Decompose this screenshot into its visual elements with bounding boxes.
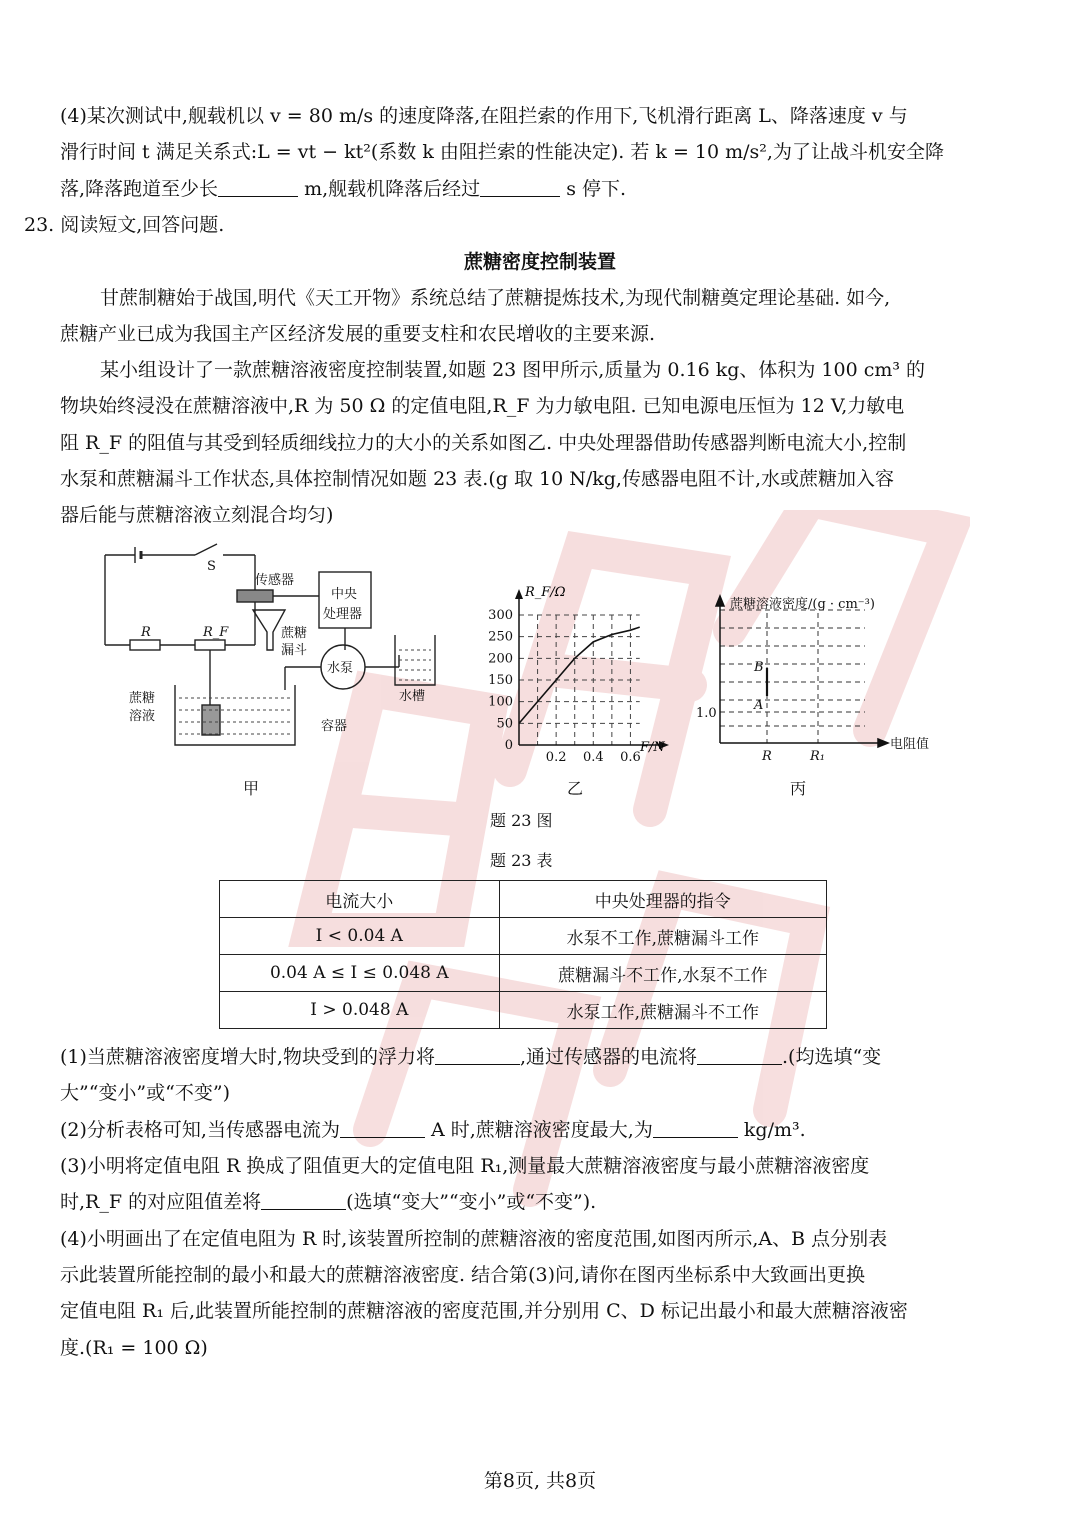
table-header-command: 中央处理器的指令 bbox=[499, 881, 826, 918]
circuit-diagram bbox=[95, 540, 475, 755]
graph-x-tick-R: R bbox=[762, 749, 772, 764]
article-title: 蔗糖密度控制装置 bbox=[463, 251, 616, 273]
label-sensor: 传感器 bbox=[255, 573, 295, 588]
label-container: 容器 bbox=[321, 719, 348, 734]
answer-blank-buoyancy[interactable] bbox=[435, 1048, 520, 1065]
graph-point-A: A bbox=[754, 698, 764, 713]
chart-y-tick-label: 0 bbox=[504, 738, 513, 753]
resistor-RF bbox=[195, 640, 225, 650]
q22-4-line1: (4)某次测试中,舰载机以 v = 80 m/s 的速度降落,在阻拦索的作用下,飞机滑行距离 L、降落速度 v 与 bbox=[60, 105, 908, 127]
caption-bing: 丙 bbox=[790, 779, 807, 798]
table-cell: I < 0.04 A bbox=[220, 918, 500, 955]
table-header-row bbox=[220, 881, 827, 918]
caption-yi: 乙 bbox=[567, 779, 584, 798]
table-cell: I > 0.048 A bbox=[220, 992, 500, 1029]
answer-blank-runway[interactable] bbox=[218, 180, 298, 197]
caption-jia: 甲 bbox=[243, 779, 260, 798]
question-4-line1: (4)小明画出了在定值电阻为 R 时,该装置所控制的蔗糖溶液的密度范围,如图丙所示,A、B 点分别表 bbox=[60, 1228, 888, 1250]
q2-text-c: kg/m³. bbox=[737, 1119, 806, 1141]
graph-y-label: 蔗糖溶液密度/(g · cm⁻³) bbox=[730, 597, 875, 612]
para2-line4: 水泵和蔗糖漏斗工作状态,具体控制情况如题 23 表.(g 取 10 N/kg,传感器电阻不计,水或蔗糖加入容 bbox=[60, 468, 894, 490]
label-solution-1: 蔗糖 bbox=[129, 691, 156, 706]
chart-ticks bbox=[488, 608, 641, 765]
graph-x-label: 电阻值 bbox=[890, 737, 930, 752]
q23-heading: 23. 阅读短文,回答问题. bbox=[24, 214, 225, 236]
label-switch: S bbox=[207, 559, 216, 574]
question-3-line2 bbox=[60, 1193, 596, 1212]
q22-4-line3 bbox=[60, 180, 626, 199]
q22-4-line2: 滑行时间 t 满足关系式:L = vt − kt²(系数 k 由阻拦索的性能决定). 若 k = 10 m/s²,为了让战斗机安全降 bbox=[60, 141, 944, 163]
control-table bbox=[219, 880, 827, 1029]
q22-4-text-b: m,舰载机降落后经过 bbox=[298, 178, 481, 200]
q1-text-b: ,通过传感器的电流将 bbox=[519, 1046, 698, 1068]
label-funnel-2: 漏斗 bbox=[281, 643, 308, 658]
question-2 bbox=[60, 1121, 806, 1140]
answer-blank-time[interactable] bbox=[480, 180, 560, 197]
q1-text-a: (1)当蔗糖溶液密度增大时,物块受到的浮力将 bbox=[60, 1046, 435, 1068]
table-cell: 0.04 A ≤ I ≤ 0.048 A bbox=[220, 955, 500, 992]
label-pump: 水泵 bbox=[327, 661, 354, 676]
question-4-line4: 度.(R₁ = 100 Ω) bbox=[60, 1337, 208, 1359]
chart-y-tick-label: 200 bbox=[488, 651, 513, 667]
para2-line5: 器后能与蔗糖溶液立刻混合均匀) bbox=[60, 504, 334, 526]
answer-blank-max-current[interactable] bbox=[340, 1121, 425, 1138]
table-cell: 水泵工作,蔗糖漏斗不工作 bbox=[499, 992, 826, 1029]
solution-container bbox=[175, 685, 295, 745]
graph-x-tick-R1: R₁ bbox=[810, 749, 825, 764]
figure-caption: 题 23 图 bbox=[490, 811, 553, 830]
answer-blank-current[interactable] bbox=[697, 1048, 782, 1065]
table-cell: 蔗糖漏斗不工作,水泵不工作 bbox=[499, 955, 826, 992]
para2-line1: 某小组设计了一款蔗糖溶液密度控制装置,如题 23 图甲所示,质量为 0.16 kg、体积为 100 cm³ 的 bbox=[100, 359, 926, 381]
para2-line2: 物块始终浸没在蔗糖溶液中,R 为 50 Ω 的定值电阻,R_F 为力敏电阻. 已知电源电压恒为 12 V,力敏电 bbox=[60, 395, 905, 417]
chart-y-tick-label: 150 bbox=[488, 673, 513, 688]
label-cpu-1: 中央 bbox=[331, 587, 358, 602]
chart-x-tick-label: 0.2 bbox=[545, 750, 567, 765]
q3-text-c: (选填“变大”“变小”或“不变”). bbox=[346, 1191, 597, 1213]
label-tank: 水槽 bbox=[399, 689, 426, 704]
question-1-line1 bbox=[60, 1048, 881, 1067]
chart-x-tick-label: 0.4 bbox=[582, 750, 604, 765]
chart-y-tick-label: 250 bbox=[488, 629, 513, 645]
rf-force-chart bbox=[485, 580, 685, 770]
table-row bbox=[220, 992, 827, 1029]
chart-grid bbox=[519, 615, 640, 745]
table-row bbox=[220, 955, 827, 992]
para1-line1: 甘蔗制糖始于战国,明代《天工开物》系统总结了蔗糖提炼技术,为现代制糖奠定理论基础. 如今, bbox=[100, 287, 891, 309]
question-3-line1: (3)小明将定值电阻 R 换成了阻值更大的定值电阻 R₁,测量最大蔗糖溶液密度与最小蔗糖溶液密度 bbox=[60, 1155, 870, 1177]
density-resistance-graph bbox=[690, 588, 950, 768]
chart-y-axis-arrow bbox=[515, 589, 523, 599]
label-solution-2: 溶液 bbox=[129, 709, 156, 724]
para1-line2: 蔗糖产业已成为我国主产区经济发展的重要支柱和农民增收的主要来源. bbox=[60, 323, 656, 345]
para2-line3: 阻 R_F 的阻值与其受到轻质细线拉力的大小的关系如图乙. 中央处理器借助传感器判断电流大小,控制 bbox=[60, 432, 907, 454]
page-footer: 第8页, 共8页 bbox=[483, 1470, 597, 1492]
q3-text-b: 时,R_F 的对应阻值差将 bbox=[60, 1191, 262, 1213]
q22-4-text-c: s 停下. bbox=[560, 178, 627, 200]
answer-blank-max-density[interactable] bbox=[653, 1121, 738, 1138]
label-cpu-2: 处理器 bbox=[323, 607, 363, 622]
q2-text-b: A 时,蔗糖溶液密度最大,为 bbox=[424, 1119, 653, 1141]
chart-x-tick-label: 0.6 bbox=[620, 750, 641, 765]
table-row bbox=[220, 918, 827, 955]
table-header-current: 电流大小 bbox=[220, 881, 500, 918]
table-cell: 水泵不工作,蔗糖漏斗工作 bbox=[499, 918, 826, 955]
chart-y-tick-label: 300 bbox=[488, 608, 513, 623]
chart-axes bbox=[515, 589, 669, 749]
chart-y-tick-label: 100 bbox=[488, 694, 513, 710]
question-4-line3: 定值电阻 R₁ 后,此装置所能控制的蔗糖溶液的密度范围,并分别用 C、D 标记出最小和最大蔗糖溶液密 bbox=[60, 1300, 908, 1322]
table-title: 题 23 表 bbox=[490, 851, 553, 870]
resistor-R bbox=[130, 640, 160, 650]
q2-text-a: (2)分析表格可知,当传感器电流为 bbox=[60, 1119, 340, 1141]
question-1-line2: 大”“变小”或“不变”) bbox=[60, 1082, 230, 1104]
answer-blank-resistance-diff[interactable] bbox=[261, 1193, 346, 1210]
label-funnel-1: 蔗糖 bbox=[281, 626, 308, 641]
chart-y-axis-label: R_F/Ω bbox=[525, 585, 566, 600]
chart-x-axis-label: F/N bbox=[640, 740, 665, 755]
q1-text-c: .(均选填“变 bbox=[782, 1046, 882, 1068]
chart-y-tick-label: 50 bbox=[496, 716, 513, 732]
question-4-line2: 示此装置所能控制的最小和最大的蔗糖溶液密度. 结合第(3)问,请你在图丙坐标系中大致画出更换 bbox=[60, 1264, 866, 1286]
sensor-block bbox=[237, 590, 273, 602]
graph-point-B: B bbox=[754, 660, 764, 675]
q22-4-text-a: 落,降落跑道至少长 bbox=[60, 178, 219, 200]
label-R: R bbox=[141, 625, 151, 640]
graph-y-tick: 1.0 bbox=[696, 706, 717, 721]
switch-blade bbox=[195, 544, 217, 555]
label-RF: R_F bbox=[203, 625, 229, 640]
